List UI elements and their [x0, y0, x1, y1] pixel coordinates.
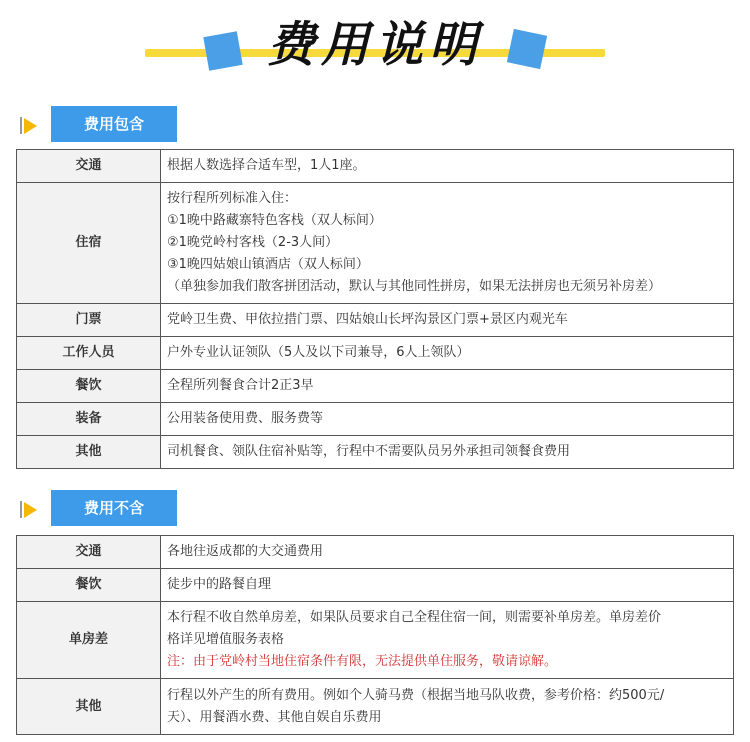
section-title-included: 费用包含: [51, 106, 177, 142]
row-key: 其他: [17, 679, 161, 735]
play-arrow-icon: [20, 500, 38, 518]
banner: [0, 0, 750, 80]
table-row: [17, 569, 734, 602]
excluded-table: [16, 535, 734, 735]
row-key: 餐饮: [17, 569, 161, 602]
table-row: [17, 403, 734, 436]
row-key: 交通: [17, 536, 161, 569]
table-row: [17, 150, 734, 183]
row-key: 餐饮: [17, 370, 161, 403]
table-row: [17, 337, 734, 370]
row-value: 党岭卫生费、甲依拉措门票、四姑娘山长坪沟景区门票+景区内观光车: [161, 304, 734, 337]
row-value: 各地往返成都的大交通费用: [161, 536, 734, 569]
row-value: 本行程不收自然单房差，如果队员要求自己全程住宿一间，则需要补单房差。单房差价 格详见增值服务表格 注：由于党岭村当地住宿条件有限，无法提供单住服务，敬请谅解。: [161, 602, 734, 679]
table-row: [17, 183, 734, 304]
row-value: 户外专业认证领队（5人及以下司兼导，6人上领队）: [161, 337, 734, 370]
table-row: [17, 679, 734, 735]
table-row: [17, 370, 734, 403]
row-value: 司机餐食、领队住宿补贴等，行程中不需要队员另外承担司领餐食费用: [161, 436, 734, 469]
note-text: 注：由于党岭村当地住宿条件有限，无法提供单住服务，敬请谅解。: [167, 654, 558, 669]
row-value: 按行程所列标准入住： ①1晚中路藏寨特色客栈（双人标间） ②1晚党岭村客栈（2-3人间） ③1晚四姑娘山镇酒店（双人标间） （单独参加我们散客拼团活动，默认与其他同性拼房，如果无法拼房也无须另补房差）: [161, 183, 734, 304]
row-key: 单房差: [17, 602, 161, 679]
included-table: [16, 149, 734, 469]
row-key: 工作人员: [17, 337, 161, 370]
row-key: 住宿: [17, 183, 161, 304]
table-row: [17, 602, 734, 679]
row-value: 公用装备使用费、服务费等: [161, 403, 734, 436]
row-key: 其他: [17, 436, 161, 469]
row-value: 根据人数选择合适车型，1人1座。: [161, 150, 734, 183]
row-key: 门票: [17, 304, 161, 337]
table-row: [17, 436, 734, 469]
table-row: [17, 536, 734, 569]
row-value: 行程以外产生的所有费用。例如个人骑马费（根据当地马队收费，参考价格：约500元/ 天）、用餐酒水费、其他自娱自乐费用: [161, 679, 734, 735]
row-value: 全程所列餐食合计2正3早: [161, 370, 734, 403]
page-title: 费用说明: [266, 17, 483, 73]
section-title-excluded: 费用不含: [51, 490, 177, 526]
row-key: 交通: [17, 150, 161, 183]
row-key: 装备: [17, 403, 161, 436]
table-row: [17, 304, 734, 337]
row-value: 徒步中的路餐自理: [161, 569, 734, 602]
play-arrow-icon: [20, 116, 38, 134]
